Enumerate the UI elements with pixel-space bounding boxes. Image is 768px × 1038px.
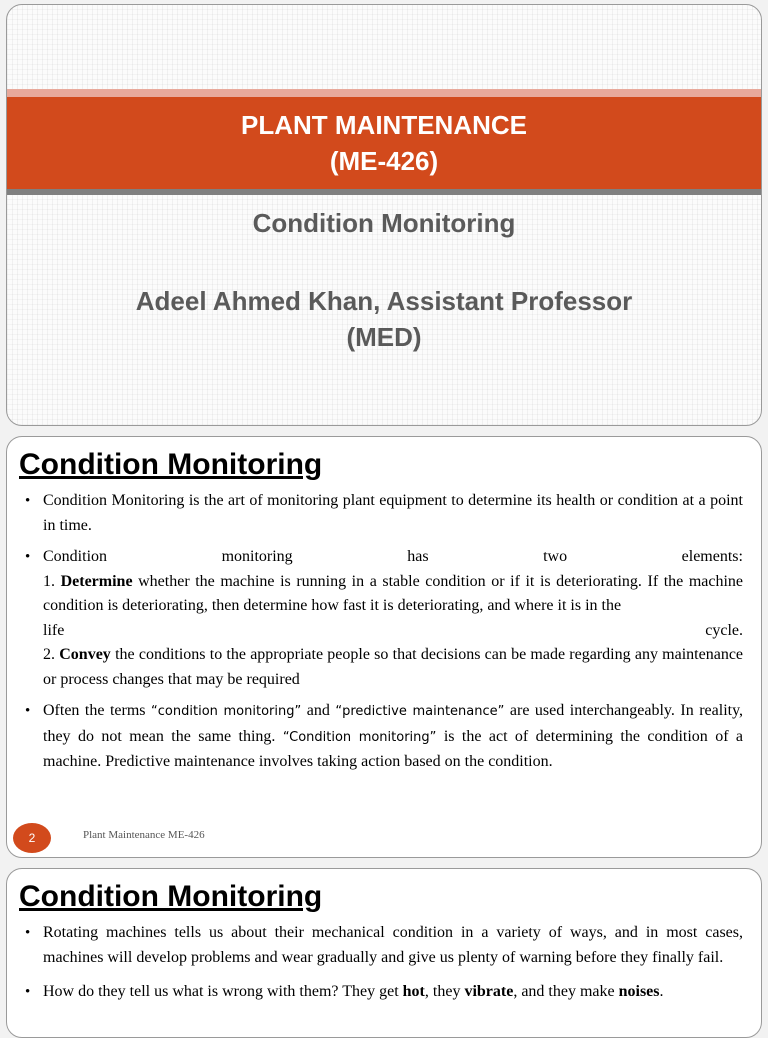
page-number-badge: 2	[13, 823, 51, 853]
content-slide-2	[6, 436, 762, 858]
item-text: whether the machine is running in a stable condition or if it is deteriorating. If the machine condition is deteriorating, then determine how fast it is deteriorating, and where it is in the	[43, 572, 744, 614]
item-text: the conditions to the appropriate people so that decisions can be made regarding any maintenance or process changes that may be required	[43, 646, 744, 688]
quoted-term: “Condition monitoring”	[282, 729, 437, 745]
bold-term: noises	[618, 983, 660, 1000]
intro-word: monitoring	[221, 548, 293, 565]
item-keyword: Determine	[60, 572, 133, 590]
bullet-text: , they	[424, 983, 461, 1000]
slide-heading: Condition Monitoring	[19, 448, 323, 481]
title-slide	[6, 4, 762, 426]
course-code: (ME-426)	[329, 146, 439, 176]
bullet-list	[21, 921, 743, 1012]
bullet-text: .	[659, 983, 664, 1000]
bullet-text: , and they make	[513, 983, 615, 1000]
item-number: 1.	[43, 572, 55, 590]
slide-heading: Condition Monitoring	[19, 880, 323, 913]
item-word: life	[43, 621, 65, 639]
bullet-text: is the act of determining the condition of a machine. Predictive maintenance involves taking action based on the condition.	[43, 727, 744, 770]
content-slide-3	[6, 868, 762, 1038]
element-item-2	[43, 643, 743, 692]
intro-word: • Condition	[43, 548, 108, 565]
title-band-highlight	[7, 89, 761, 97]
title-band	[7, 97, 761, 189]
author-department: (MED)	[346, 322, 422, 352]
bullet-text: Often the terms	[43, 702, 146, 719]
lecture-topic: Condition Monitoring	[252, 208, 516, 238]
bullet-item	[21, 921, 743, 970]
bullet-item	[21, 699, 743, 775]
slide-footer: Plant Maintenance ME-426	[83, 829, 205, 841]
intro-word: has	[407, 548, 429, 565]
bold-term: hot	[402, 983, 425, 1000]
author-block	[7, 283, 761, 355]
bullet-text: are used interchangeably. In reality, they do not mean the same thing.	[43, 702, 744, 745]
bold-term: vibrate	[464, 983, 514, 1000]
title-band-shadow	[7, 189, 761, 195]
element-item-1-last-line	[43, 619, 743, 644]
intro-word: elements:	[681, 548, 743, 565]
bullet-list	[21, 489, 743, 782]
bullet-text: and	[306, 702, 330, 719]
author-name: Adeel Ahmed Khan, Assistant Professor	[135, 286, 633, 316]
quoted-term: “predictive maintenance”	[335, 704, 505, 719]
bullet-item	[21, 545, 743, 692]
bullet-text: Rotating machines tells us about their mechanical condition in a variety of ways, and in most cases, machines will develop problems and wear gradually and give us plenty of warning before they finally fail.	[43, 924, 743, 966]
item-keyword: Convey	[59, 646, 111, 663]
element-item-1	[43, 570, 743, 619]
bullet-item	[21, 489, 743, 538]
course-title: PLANT MAINTENANCE	[241, 110, 527, 140]
intro-word: two	[543, 548, 568, 565]
item-number: 2.	[43, 646, 55, 663]
quoted-term: “condition monitoring”	[151, 704, 302, 719]
bullet-item	[21, 980, 743, 1005]
bullet-text: How do they tell us what is wrong with them? They get	[43, 983, 399, 1000]
item-word: cycle.	[705, 621, 743, 639]
bullet-intro-line	[43, 545, 743, 570]
bullet-text: Condition Monitoring is the art of monitoring plant equipment to determine its health or condition at a point in time.	[43, 492, 743, 534]
